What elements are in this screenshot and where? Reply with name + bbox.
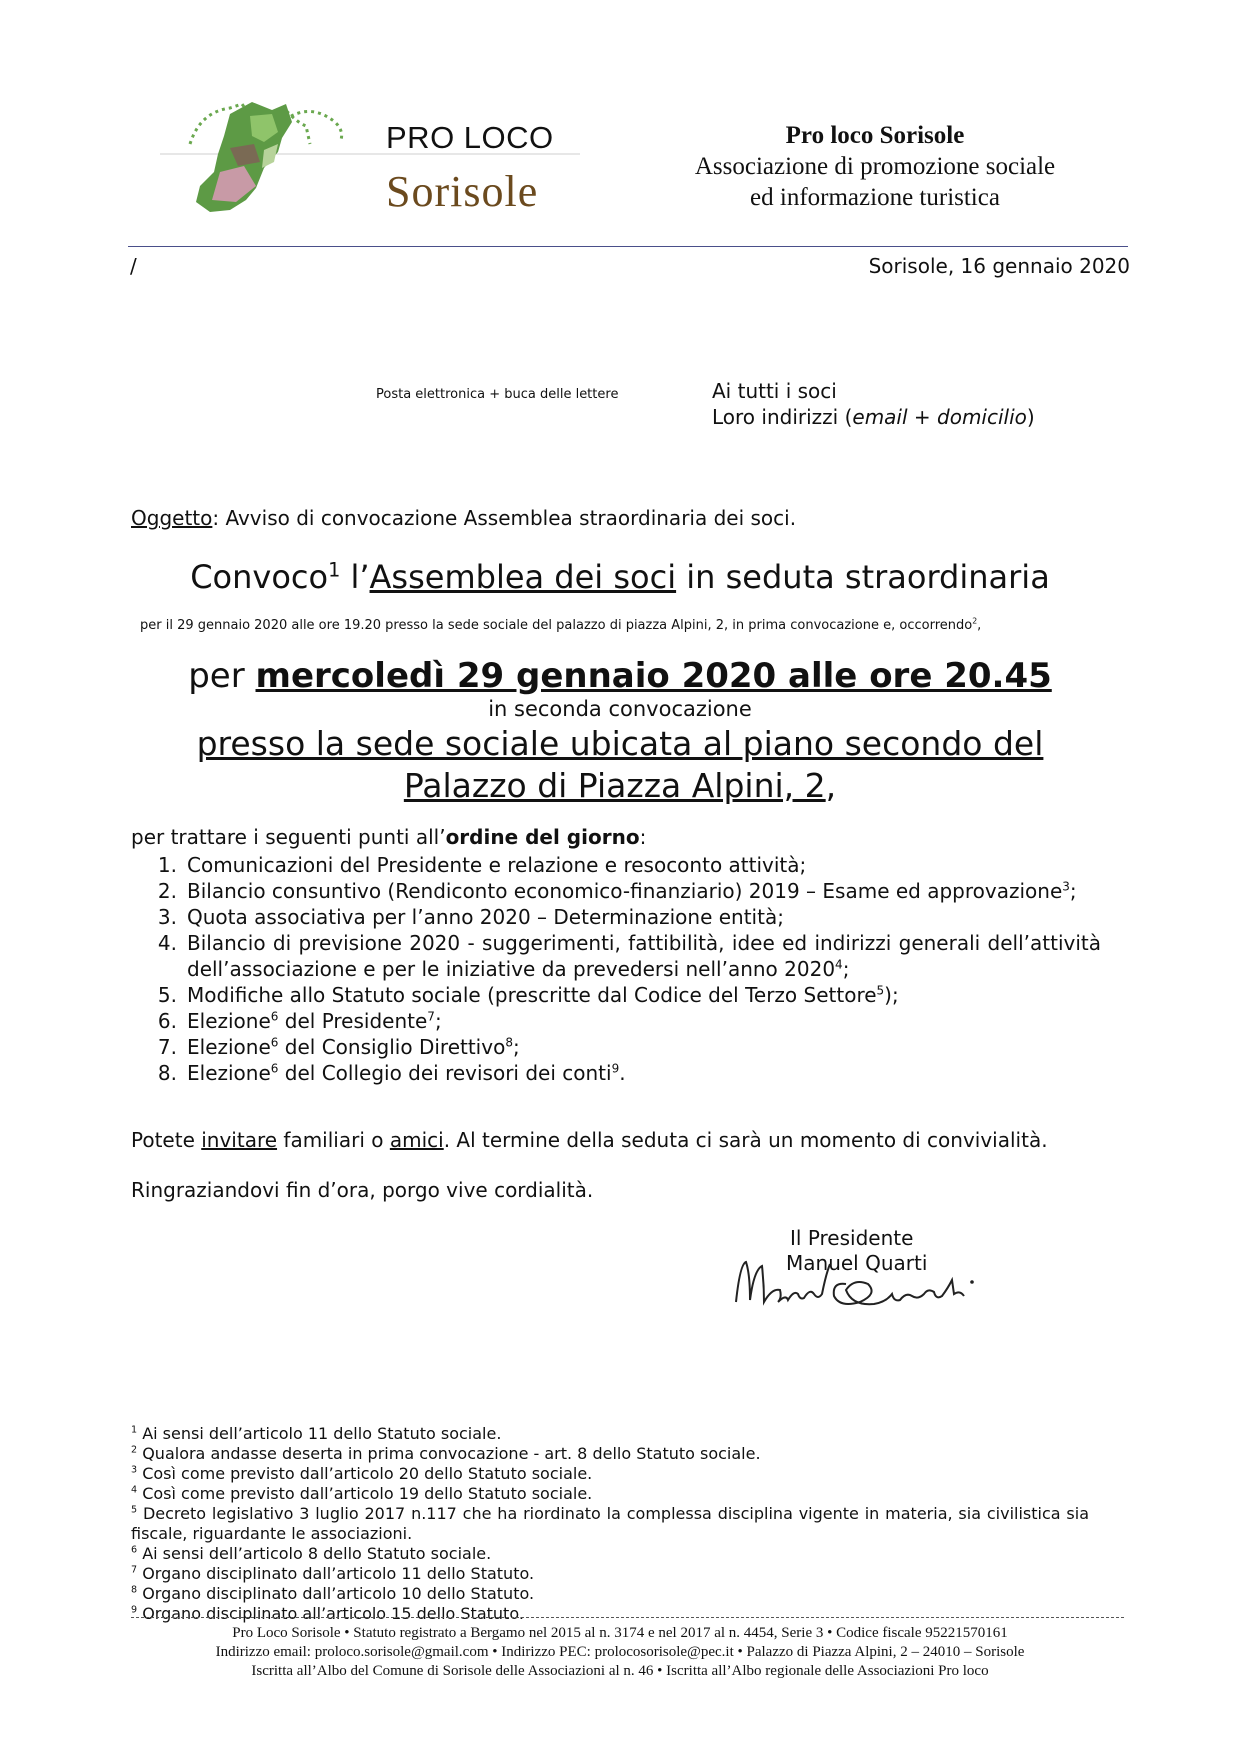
footnote: $^9$ Organo disciplinato all’articolo 15 dello Statuto. (131, 1604, 524, 1623)
footnote: $^2$ Qualora andasse deserta in prima convocazione - art. 8 dello Statuto sociale. (131, 1444, 761, 1463)
first-call-details: per il 29 gennaio 2020 alle ore 19.20 presso la sede sociale del palazzo di piazza Alpini, 2, in prima convocazione e, occorrendo$^2$, (140, 616, 982, 633)
convocation-headline: Convoco$^1$ l’Assemblea dei soci in seduta straordinaria (190, 558, 1050, 596)
organization-name: Pro loco Sorisole (785, 122, 965, 149)
agenda-item: 3. Quota associativa per l’anno 2020 – Determinazione entità; (157, 905, 784, 929)
footnote: $^6$ Ai sensi dell’articolo 8 dello Statuto sociale. (131, 1544, 492, 1563)
logo-title: PRO LOCO (386, 120, 554, 155)
footer-divider (131, 1617, 1124, 1618)
agenda-item: 2. Bilancio consuntivo (Rendiconto economico-finanziario) 2019 – Esame ed approvazione$^3$; (157, 879, 1077, 903)
subject-label: Oggetto (131, 506, 213, 530)
agenda-item: 8. Elezione$^6$ del Collegio dei revisori dei conti$^9$. (157, 1061, 626, 1085)
meeting-location: presso la sede sociale ubicata al piano secondo del Palazzo di Piazza Alpini, 2, (196, 724, 1044, 805)
signatory-name: Manuel Quarti (786, 1251, 928, 1275)
footnote: $^5$ Decreto legislativo 3 luglio 2017 n.117 che ha riordinato la complessa disciplina vigente in materia, sia civilistica sia fiscale, riguardante le associazioni. (131, 1504, 1090, 1543)
second-call-label: in seconda convocazione (488, 697, 752, 721)
handwritten-signature (728, 1244, 988, 1324)
organization-block (620, 120, 1130, 213)
organization-description-2: ed informazione turistica (750, 184, 1000, 211)
organization-description: Associazione di promozione sociale (694, 153, 1056, 180)
closing-paragraph: Ringraziandovi fin d’ora, porgo vive cordialità. (131, 1178, 594, 1202)
recipient-block (712, 378, 1035, 430)
footnotes (131, 1424, 1089, 1624)
footnote: $^4$ Così come previsto dall’articolo 19 dello Statuto sociale. (131, 1484, 593, 1503)
footer-line: Indirizzo email: proloco.sorisole@gmail.com • Indirizzo PEC: prolocosorisole@pec.it • Palazzo di Piazza Alpini, 2 – 24010 – Sorisole (215, 1644, 1025, 1660)
agenda-list (131, 852, 1101, 1086)
agenda-item: 7. Elezione$^6$ del Consiglio Direttivo$^8$; (157, 1035, 520, 1059)
footnote: $^7$ Organo disciplinato dall’articolo 11 dello Statuto. (131, 1564, 535, 1583)
agenda-item: 6. Elezione$^6$ del Presidente$^7$; (157, 1009, 442, 1033)
letter-date: Sorisole, 16 gennaio 2020 (868, 254, 1130, 278)
footnote: $^1$ Ai sensi dell’articolo 11 dello Statuto sociale. (131, 1424, 502, 1443)
footnote: $^8$ Organo disciplinato dall’articolo 10 dello Statuto. (131, 1584, 535, 1603)
invitation-paragraph: Potete invitare familiari o amici. Al termine della seduta ci sarà un momento di convivialità. (131, 1128, 1048, 1152)
agenda-intro: per trattare i seguenti punti all’ordine del giorno: (131, 825, 647, 849)
page-footer (0, 1624, 1240, 1681)
delivery-method: Posta elettronica + buca delle lettere (376, 387, 619, 402)
signatory-title: Il Presidente (790, 1226, 914, 1250)
footer-line: Pro Loco Sorisole • Statuto registrato a Bergamo nel 2015 al n. 3174 e nel 2017 al n. 4454, Serie 3 • Codice fiscale 95221570161 (232, 1625, 1008, 1641)
agenda-item: 5. Modifiche allo Statuto sociale (prescritte dal Codice del Terzo Settore$^5$); (157, 983, 899, 1007)
header-divider (128, 246, 1128, 247)
agenda-item: 1. Comunicazioni del Presidente e relazione e resoconto attività; (157, 853, 807, 877)
reference-mark: / (130, 254, 137, 278)
footer-line: Iscritta all’Albo del Comune di Sorisole delle Associazioni al n. 46 • Iscritta all’Albo regionale delle Associazioni Pro loco (251, 1663, 989, 1679)
second-call-date: per mercoledì 29 gennaio 2020 alle ore 20.45 (188, 656, 1052, 696)
agenda-item: 4. Bilancio di previsione 2020 - suggerimenti, fattibilità, idee ed indirizzi generali dell’attività dell’associazione e per le iniziative da prevedersi nell’anno 2020$^4$; (157, 931, 1101, 981)
logo-subtitle: Sorisole (386, 167, 539, 216)
recipient-address-line: Loro indirizzi (email + domicilio) (712, 405, 1035, 429)
footnote: $^3$ Così come previsto dall’articolo 20 dello Statuto sociale. (131, 1464, 593, 1483)
recipient-line: Ai tutti i soci (712, 379, 837, 403)
subject-line: Oggetto: Avviso di convocazione Assemblea straordinaria dei soci. (131, 506, 797, 530)
